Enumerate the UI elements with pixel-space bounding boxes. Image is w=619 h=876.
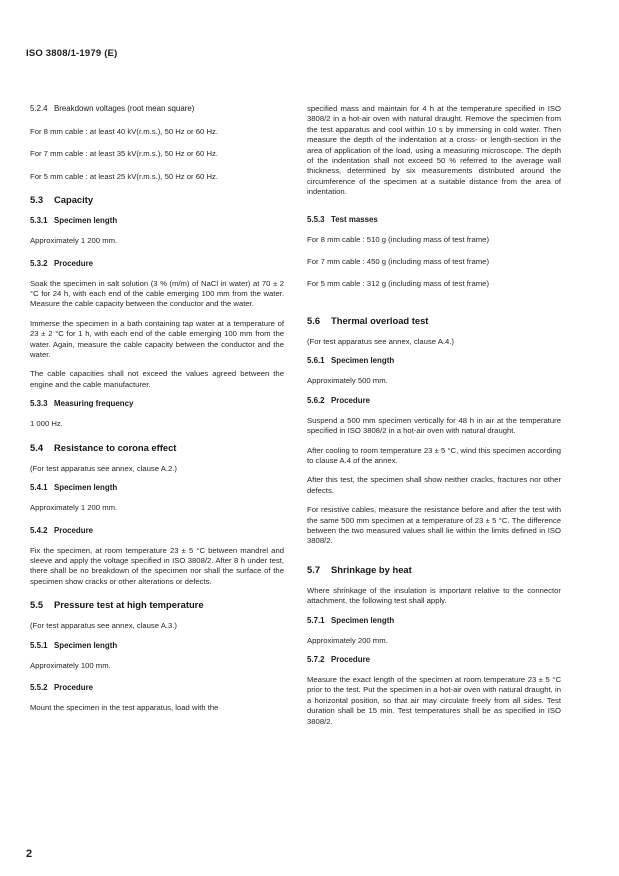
thermal-apparatus-note: (For test apparatus see annex, clause A.4.) (307, 336, 454, 346)
pressure-specimen-length-text: Approximately 100 mm. (30, 660, 111, 670)
capacity-procedure-paragraph-1: Soak the specimen in salt solution (3 % (m/m) of NaCl in water) at 70 ± 2 °C for 24 h, with each end of the cable emerging 100 mm from the water. Measure the cable capacity between the conductor and the water. (30, 278, 284, 309)
pressure-procedure-continued: specified mass and maintain for 4 h at the temperature specified in ISO 3808/2 in a hot-air oven with natural draught. Remove the specimen from the test apparatus and cool within 10 s by immersing in cold water. Then measure the depth of the indentation at a cross- or length-section in the area of application of the load, using a measuring microscope. The depth of the indentation shall not exceed 50 % referred to the average wall thickness, determined by six measurements distributed around the circumference of the specimen at a suitable distance from the area of indentation. (307, 104, 561, 197)
test-mass-8mm-text: For 8 mm cable : 510 g (including mass of test frame) (307, 234, 490, 244)
capacity-procedure-paragraph-3: The cable capacities shall not exceed the values agreed between the engine and the cable manufacturer. (30, 369, 284, 389)
section-5-5-2-heading: 5.5.2 Procedure (30, 682, 94, 692)
section-5-6-2-heading: 5.6.2 Procedure (307, 395, 371, 405)
breakdown-7mm-text: For 7 mm cable : at least 35 kV(r.m.s.), 50 Hz or 60 Hz. (30, 149, 218, 159)
pressure-apparatus-note: (For test apparatus see annex, clause A.3.) (30, 621, 177, 631)
test-mass-5mm-text: For 5 mm cable : 312 g (including mass of test frame) (307, 279, 490, 289)
pressure-procedure-start: Mount the specimen in the test apparatus, load with the (30, 702, 219, 712)
corona-specimen-length-text: Approximately 1 200 mm. (30, 503, 118, 513)
corona-apparatus-note: (For test apparatus see annex, clause A.2.) (30, 463, 177, 473)
section-5-4-2-heading: 5.4.2 Procedure (30, 525, 94, 535)
breakdown-5mm-text: For 5 mm cable : at least 25 kV(r.m.s.), 50 Hz or 60 Hz. (30, 171, 218, 181)
section-5-7-2-heading: 5.7.2 Procedure (307, 654, 371, 664)
section-5-3-1-heading: 5.3.1 Specimen length (30, 216, 118, 226)
thermal-procedure-paragraph-2: After cooling to room temperature 23 ± 5 °C, wind this specimen according to clause A.4 of the annex. (307, 445, 561, 465)
shrinkage-procedure-paragraph: Measure the exact length of the specimen at room temperature 23 ± 5 °C prior to the test. Put the specimen in a hot-air oven with natural draught, in a horizontal position, so that air may circulate freely from all sides. Test duration shall be 15 min. Test temperatures shall be as specified in ISO 3808/2. (307, 674, 561, 726)
corona-procedure-paragraph: Fix the specimen, at room temperature 23 ± 5 °C between mandrel and sleeve and apply the voltage specified in ISO 3808/2. After 8 h under test, there shall be no breakdown of the specimen nor shall the surface of the specimen show cracks or other alterations or defects. (30, 545, 284, 586)
document-id-header: ISO 3808/1-1979 (E) (26, 48, 118, 59)
section-5-4-1-heading: 5.4.1 Specimen length (30, 483, 118, 493)
measuring-frequency-text: 1 000 Hz. (30, 419, 63, 429)
section-5-6-1-heading: 5.6.1 Specimen length (307, 356, 395, 366)
thermal-procedure-paragraph-3: After this test, the specimen shall show neither cracks, fractures nor other defects. (307, 475, 561, 495)
test-mass-7mm-text: For 7 mm cable : 450 g (including mass of test frame) (307, 257, 490, 267)
section-5-3-heading: 5.3 Capacity (30, 194, 94, 206)
breakdown-8mm-text: For 8 mm cable : at least 40 kV(r.m.s.), 50 Hz or 60 Hz. (30, 127, 218, 136)
section-5-5-1-heading: 5.5.1 Specimen length (30, 640, 118, 650)
thermal-procedure-paragraph-4: For resistive cables, measure the resistance before and after the test with the same 500 mm specimen at a temperature of 23 ± 5 °C. The difference between the two measured values shall lie within the limits defined in ISO 3808/2. (307, 505, 561, 546)
section-5-3-3-heading: 5.3.3 Measuring frequency (30, 399, 134, 409)
section-5-5-heading: 5.5 Pressure test at high temperature (30, 599, 204, 611)
right-column (307, 104, 561, 736)
section-5-5-3-heading: 5.5.3 Test masses (307, 214, 378, 224)
section-5-3-2-heading: 5.3.2 Procedure (30, 258, 94, 268)
section-5-7-heading: 5.7 Shrinkage by heat (307, 563, 412, 575)
shrinkage-intro-paragraph: Where shrinkage of the insulation is important relative to the connector attachment, the following test shall apply. (307, 585, 561, 606)
left-column (30, 104, 284, 722)
section-5-7-1-heading: 5.7.1 Specimen length (307, 615, 395, 625)
shrinkage-specimen-length-text: Approximately 200 mm. (307, 635, 388, 645)
section-5-4-heading: 5.4 Resistance to corona effect (30, 441, 177, 453)
page-number: 2 (26, 848, 33, 860)
capacity-specimen-length-text: Approximately 1 200 mm. (30, 236, 118, 246)
section-5-2-4-heading: 5.2.4 Breakdown voltages (root mean square) (30, 104, 195, 113)
capacity-procedure-paragraph-2: Immerse the specimen in a bath containing tap water at a temperature of 23 ± 2 °C for 1 h, with each end of the cable emerging 100 mm from the water. Again, measure the cable capacity between the conductor and the water. (30, 318, 284, 360)
section-5-6-heading: 5.6 Thermal overload test (307, 314, 429, 326)
thermal-procedure-paragraph-1: Suspend a 500 mm specimen vertically for 48 h in air at the temperature specified in ISO 3808/2 in a hot-air oven with natural draught. (307, 415, 561, 436)
thermal-specimen-length-text: Approximately 500 mm. (307, 376, 388, 386)
